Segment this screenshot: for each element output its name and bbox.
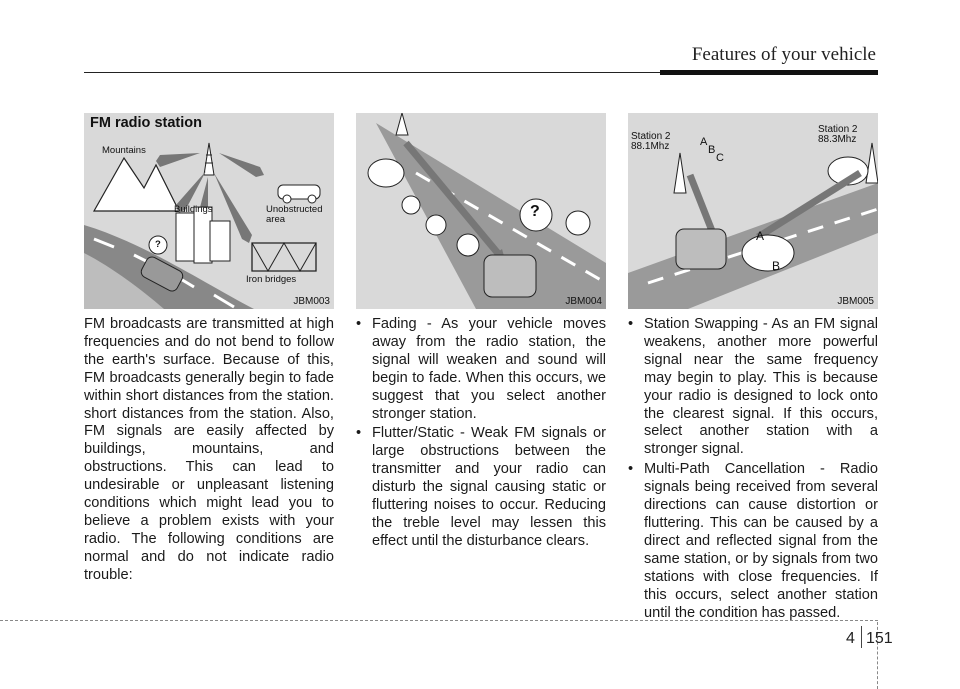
label-unobstructed-area: Unobstructed area bbox=[266, 204, 323, 225]
footer-rule bbox=[0, 620, 878, 621]
bullet-text: Flutter/Static - Weak FM signals or large obstructions between the transmitter and your radio can disturb the signal causing static or fluttering noises to occur. Reducing the treble level may lessen this effect until the disturbance clears. bbox=[372, 425, 606, 549]
label-iron-bridges: Iron bridges bbox=[246, 274, 297, 285]
bullet-glyph: • bbox=[628, 461, 634, 478]
figure-code: JBM003 bbox=[293, 296, 330, 307]
figure-code: JBM004 bbox=[565, 296, 602, 307]
figure-fading bbox=[356, 113, 606, 309]
label-mountains: Mountains bbox=[102, 145, 146, 156]
letter-b: B bbox=[708, 144, 716, 156]
list-item bbox=[628, 461, 878, 622]
label-question: ? bbox=[155, 239, 161, 250]
bullet-text: Station Swapping - As an FM signal weakens, another more powerful signal near the same frequency may begin to play. This is because your radio is designed to lock onto the clearest signal. If this occurs, select another station with a stronger signal. bbox=[644, 316, 878, 458]
fading-illustration bbox=[356, 113, 606, 309]
figure-code: JBM005 bbox=[837, 296, 874, 307]
column-intro bbox=[84, 316, 334, 585]
letter-a: A bbox=[700, 136, 708, 148]
column-swapping bbox=[628, 316, 878, 624]
bullet-list bbox=[628, 316, 878, 622]
list-item bbox=[356, 316, 606, 423]
letter-b-bottom: B bbox=[772, 259, 781, 273]
bullet-list bbox=[356, 316, 606, 551]
label-question: ? bbox=[530, 203, 540, 220]
page-number: 151 bbox=[866, 630, 893, 647]
header-rule-accent bbox=[660, 70, 878, 75]
list-item bbox=[356, 425, 606, 550]
page-separator bbox=[861, 626, 862, 648]
label-freq-right: 88.3Mhz bbox=[818, 134, 857, 145]
label-station-right: Station 2 bbox=[818, 124, 858, 135]
bullet-glyph: • bbox=[628, 316, 634, 332]
header-title: Features of your vehicle bbox=[691, 44, 876, 65]
letter-a-bottom: A bbox=[756, 229, 765, 243]
chapter-number: 4 bbox=[846, 630, 855, 647]
label-station-left: Station 2 bbox=[631, 131, 671, 142]
column-fading bbox=[356, 316, 606, 553]
bullet-text: Fading - As your vehicle moves away from the radio station, the signal will weaken and sound will begin to fade. When this occurs, we suggest that you select another stronger station. bbox=[372, 316, 606, 422]
bullet-glyph: • bbox=[356, 425, 362, 442]
label-freq-left: 88.1Mhz bbox=[631, 141, 670, 152]
figure-title: FM radio station bbox=[90, 115, 202, 131]
bullet-text: Multi-Path Cancellation - Radio signals being received from several directions can cause distortion or fluttering. This can be caused by a direct and reflected signal from the same station, or by signals from two stations with close frequencies. If this occurs, select another station until the condition has passed. bbox=[644, 461, 878, 621]
label-buildings: Buildings bbox=[174, 204, 213, 215]
figure-fm-radio-station bbox=[84, 113, 334, 309]
figure-station-swapping bbox=[628, 113, 878, 309]
bullet-glyph: • bbox=[356, 316, 362, 332]
list-item bbox=[628, 316, 878, 459]
intro-paragraph: FM broadcasts are transmitted at high frequencies and do not bend to follow the earth's surface. Because of this, FM broadcasts generally begin to fade within short distances from the station. short distances from the station. Also, FM signals are easily affected by buildings, mountains, and obstructions. This can lead to undesirable or unpleasant listening conditions which might lead you to believe a problem exists with your radio. The following conditions are normal and do not indicate radio trouble: bbox=[84, 316, 334, 583]
letter-c: C bbox=[716, 152, 724, 164]
